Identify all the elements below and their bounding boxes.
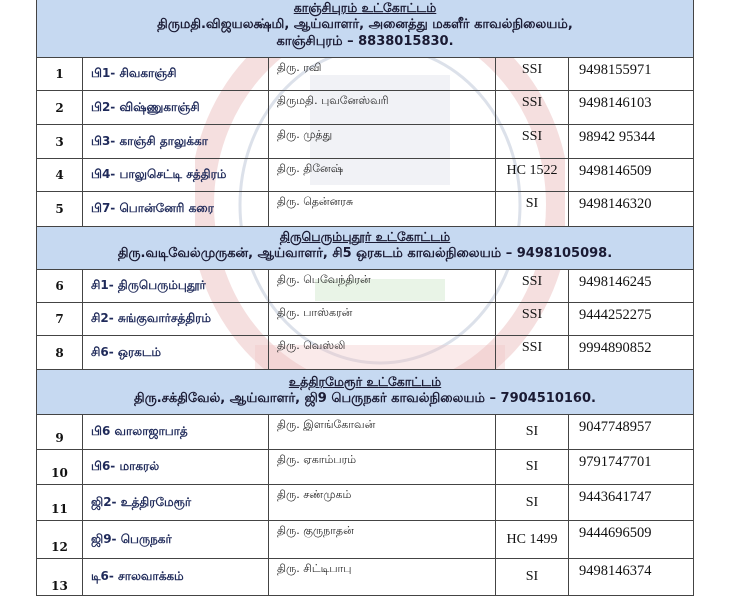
table-row [37,91,693,125]
section-incharge-line: திருமதி.விஜயலக்ஷ்மி, ஆய்வாளர், அனைத்து மகளீர் காவல்நிலையம், [157,17,573,32]
section-header-uthiramerur [37,370,693,415]
row-number: 10 [37,450,83,484]
section-title: காஞ்சிபுரம் உட்கோட்டம் [293,0,437,15]
table-row [37,125,693,159]
table-row [37,485,693,521]
officer-rank: SSI [496,125,569,158]
station-name: சி6- ஒரகடம் [83,336,269,369]
phone-number: 9444696509 [579,525,652,541]
officer-rank: HC 1499 [496,521,569,558]
section-incharge-line: திரு.வடிவேல்முருகன், ஆய்வாளர், சி5 ஒரகடம் காவல்நிலையம் – 9498105098. [117,246,613,261]
officer-rank: SSI [496,270,569,302]
table-row [37,270,693,303]
section-header-kanchipuram [37,0,693,58]
officer-rank: SSI [496,58,569,90]
phone-number: 9498146245 [579,274,652,290]
table-row [37,303,693,336]
row-number: 4 [37,159,83,191]
station-name: டி6- சாலவாக்கம் [83,559,269,595]
contact-directory-table [36,0,694,596]
station-name: பி7- பொன்னேரி கரை [83,192,269,226]
row-number: 13 [37,559,83,595]
table-row [37,559,693,596]
station-name: சி1- திருபெரும்புதூர் [83,270,269,302]
phone-number: 9498146509 [579,163,652,179]
officer-name: திரு. பாஸ்கரன் [269,303,496,335]
officer-name: திருமதி. புவனேஸ்வரி [269,91,496,124]
section-title: திருபெரும்புதூர் உட்கோட்டம் [279,229,451,244]
phone-number: 98942 95344 [579,129,656,145]
officer-rank: SI [496,559,569,595]
station-name: ஜி2- உத்திரமேரூர் [83,485,269,520]
row-number: 1 [37,58,83,90]
officer-name: திரு. ரவி [269,58,496,90]
phone-number: 9443641747 [579,489,652,505]
station-name: சி2- சுங்குவார்சத்திரம் [83,303,269,335]
officer-name: திரு. குருநாதன் [269,521,496,558]
row-number: 5 [37,192,83,226]
officer-rank: HC 1522 [496,159,569,191]
table-row [37,415,693,450]
officer-name: திரு. பெவேந்திரன் [269,270,496,302]
officer-rank: SSI [496,303,569,335]
row-number: 6 [37,270,83,302]
officer-rank: SSI [496,336,569,369]
table-row [37,336,693,370]
table-row [37,192,693,227]
officer-name: திரு. சிட்டிபாபு [269,559,496,595]
row-number: 12 [37,521,83,558]
table-row [37,521,693,559]
phone-number: 9047748957 [579,419,652,435]
officer-name: திரு. இளங்கோவன் [269,415,496,449]
station-name: பி1- சிவகாஞ்சி [83,58,269,90]
officer-rank: SI [496,450,569,484]
officer-rank: SSI [496,91,569,124]
table-row [37,58,693,91]
phone-number: 9498146374 [579,563,652,579]
officer-rank: SI [496,192,569,226]
phone-number: 9444252275 [579,307,652,323]
table-row [37,450,693,485]
row-number: 8 [37,336,83,369]
station-name: பி2- விஷ்ணுகாஞ்சி [83,91,269,124]
phone-number: 9498155971 [579,62,652,78]
station-name: பி4- பாலுசெட்டி சத்திரம் [83,159,269,191]
section-header-sriperumbudur [37,227,693,270]
table-row [37,159,693,192]
row-number: 2 [37,91,83,124]
section-title: உத்திரமேரூர் உட்கோட்டம் [288,374,442,389]
row-number: 7 [37,303,83,335]
station-name: பி3- காஞ்சி தாலுக்கா [83,125,269,158]
section-incharge-line: திரு.சக்திவேல், ஆய்வாளர், ஜி9 பெருநகர் காவல்நிலையம் – 7904510160. [134,391,596,406]
row-number: 3 [37,125,83,158]
officer-rank: SI [496,415,569,449]
station-name: பி6 வாலாஜாபாத் [83,415,269,449]
row-number: 11 [37,485,83,520]
officer-name: திரு. தினேஷ் [269,159,496,191]
officer-rank: SI [496,485,569,520]
station-name: பி6- மாகரல் [83,450,269,484]
station-name: ஜி9- பெருநகர் [83,521,269,558]
officer-name: திரு. வெஸ்லி [269,336,496,369]
phone-number: 9498146103 [579,95,652,111]
officer-name: திரு. தென்னரசு [269,192,496,226]
phone-number: 9791747701 [579,454,652,470]
phone-number: 9994890852 [579,340,652,356]
phone-number: 9498146320 [579,196,652,212]
row-number: 9 [37,415,83,449]
officer-name: திரு. சண்முகம் [269,485,496,520]
officer-name: திரு. முத்து [269,125,496,158]
section-incharge-line: காஞ்சிபுரம் – 8838015830. [276,34,454,49]
officer-name: திரு. ஏகாம்பரம் [269,450,496,484]
